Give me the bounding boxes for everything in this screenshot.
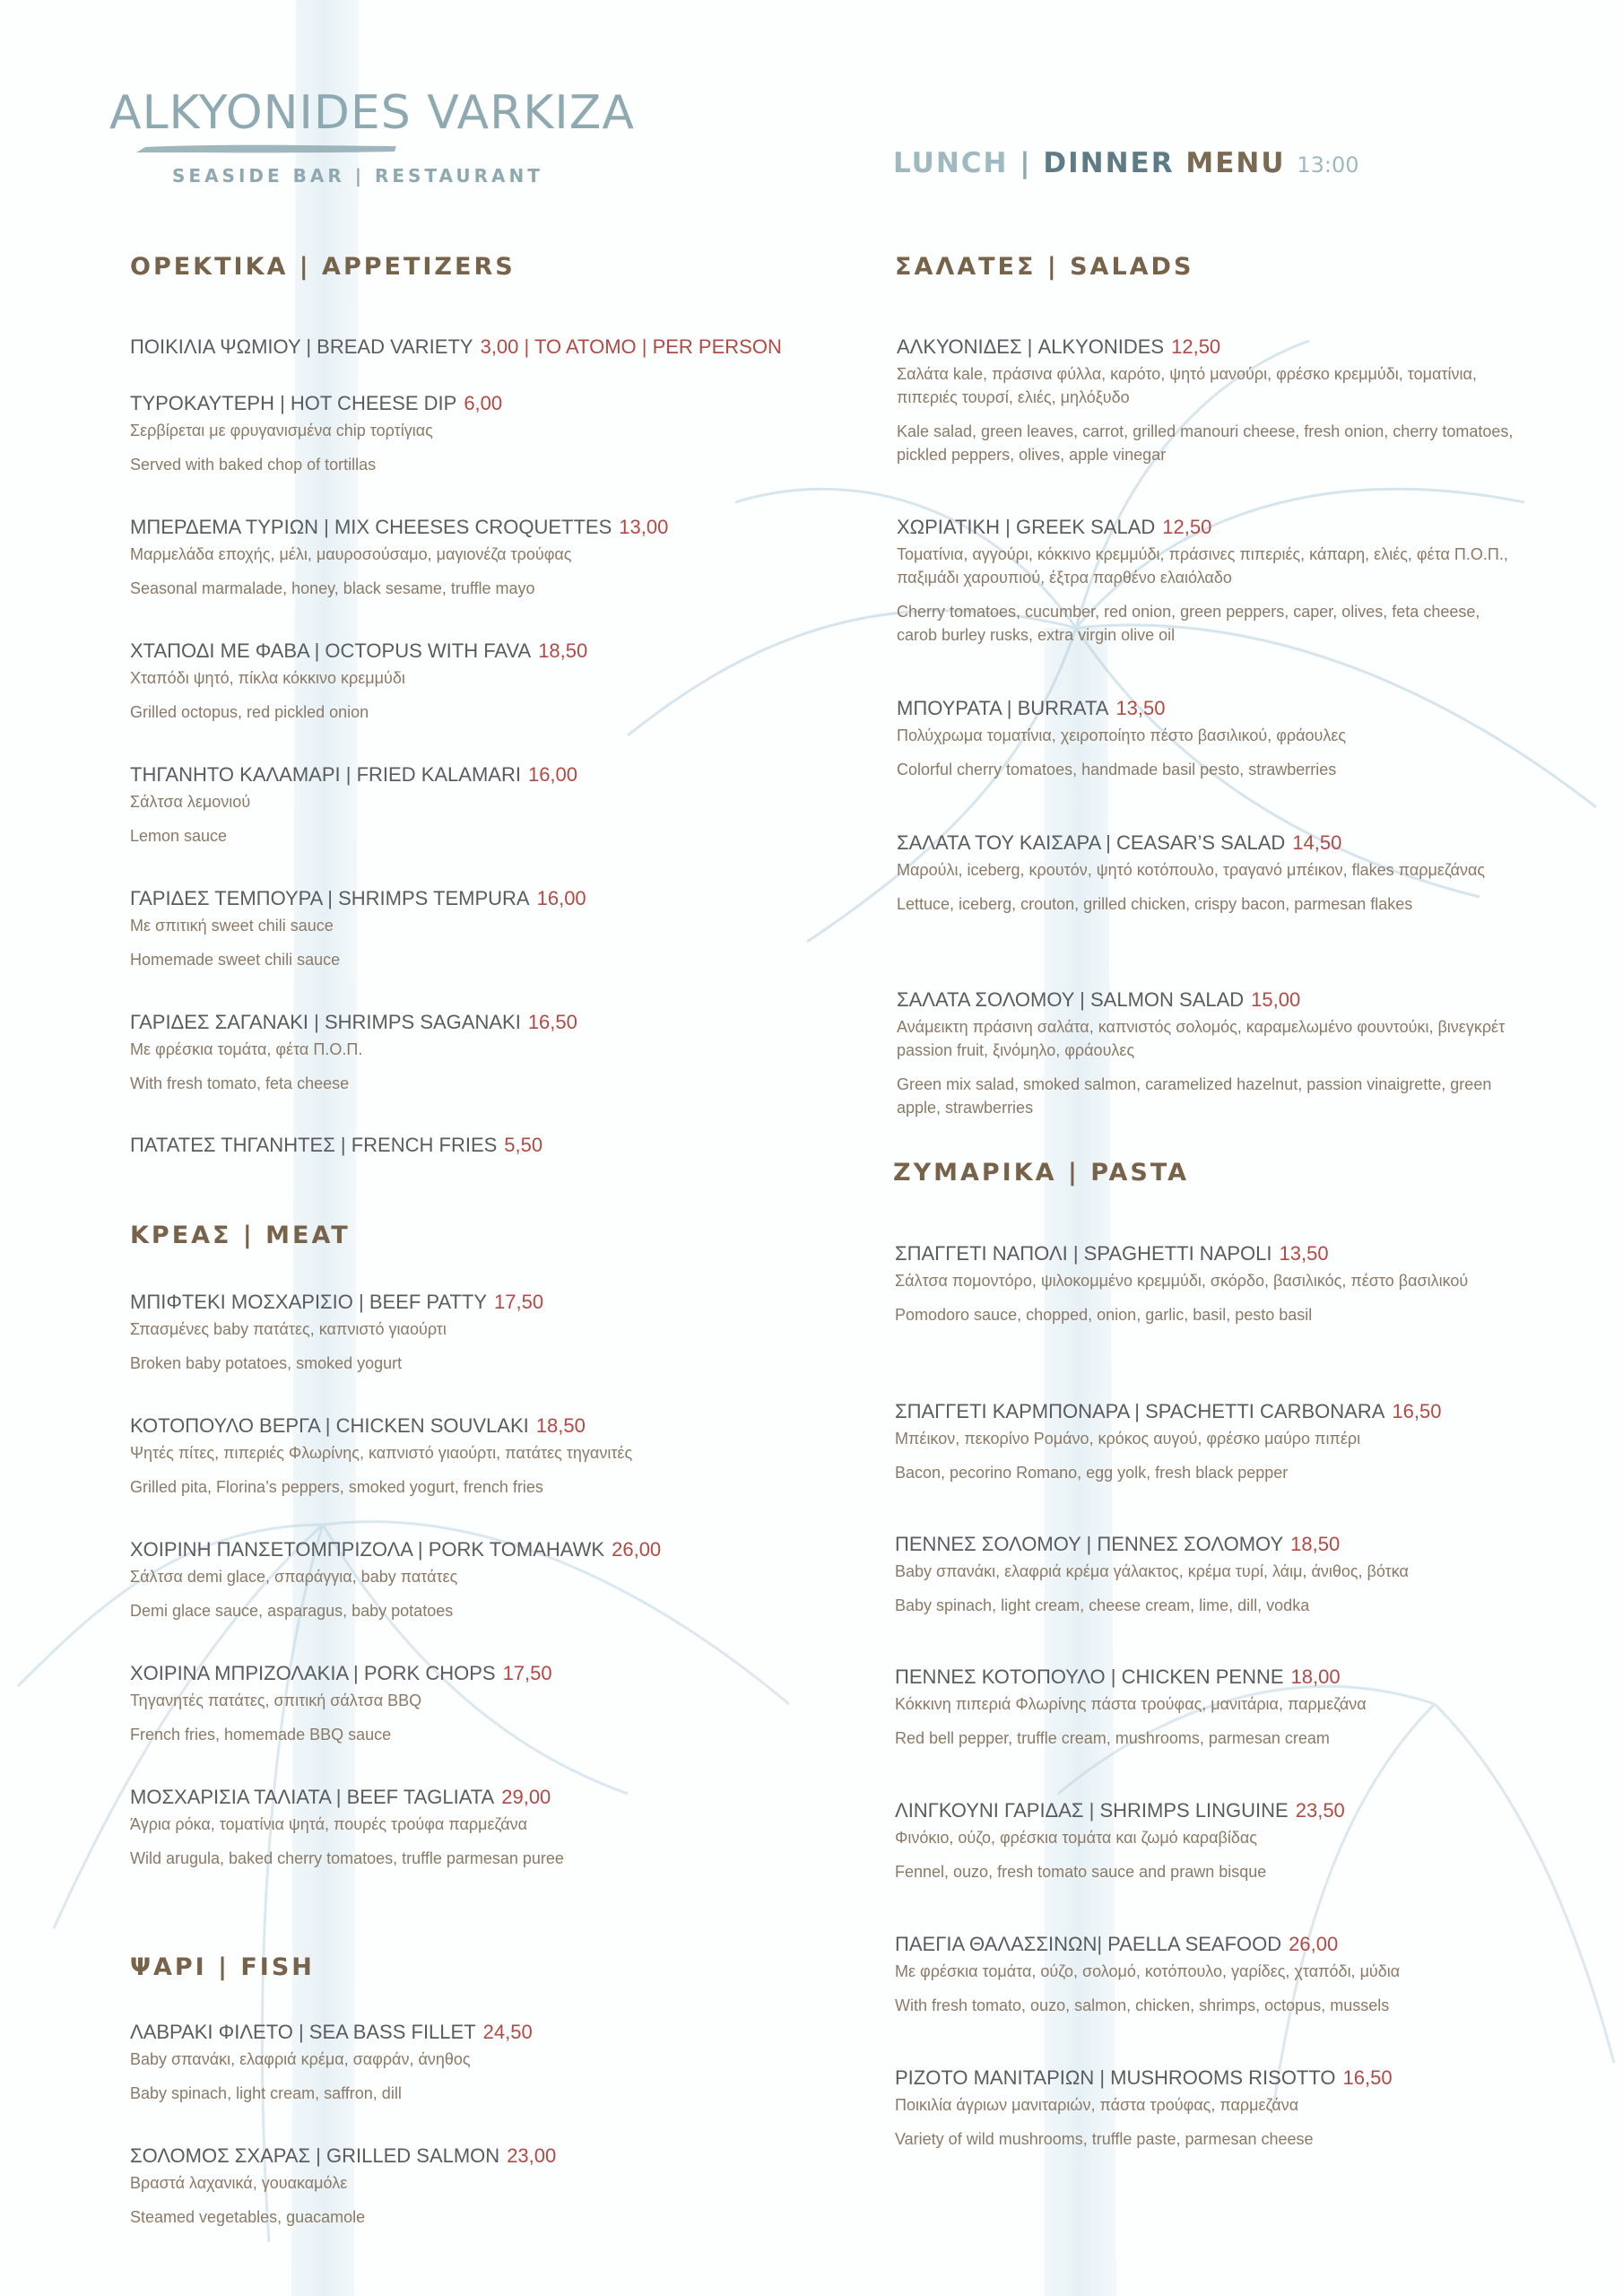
- menu-item: [130, 2143, 1116, 2229]
- menu-item-name: ΣΟΛΟΜΟΣ ΣΧΑΡΑΣ | GRILLED SALMON: [130, 2144, 500, 2167]
- menu-item-price: 23,50: [1295, 1799, 1345, 1822]
- menu-item: [895, 1531, 1514, 1617]
- menu-title-separator: |: [1020, 147, 1032, 179]
- menu-item-description-greek: Άγρια ρόκα, τοματίνια ψητά, πουρές τρούφα παρμεζάνα: [130, 1815, 528, 1833]
- section-heading-salads: ΣΑΛΑΤΕΣ | SALADS: [895, 253, 1194, 281]
- menu-item-price: 6,00: [464, 392, 503, 414]
- menu-item-description-english: Lemon sauce: [130, 827, 228, 845]
- menu-item-description-english: With fresh tomato, feta cheese: [130, 1074, 350, 1092]
- menu-item-name: ΠΑΕΓΙΑ ΘΑΛΑΣΣΙΝΩΝ| PAELLA SEAFOOD: [895, 1933, 1282, 1955]
- menu-item-price: 29,00: [501, 1786, 551, 1808]
- menu-item-description-greek: Τηγανητές πατάτες, σπιτική σάλτσα BBQ: [130, 1692, 422, 1709]
- menu-item-price: 3,00: [480, 335, 519, 358]
- menu-item-description-english: Baby spinach, light cream, saffron, dill: [130, 2084, 402, 2102]
- menu-item-name: ΑΛΚΥΟΝΙΔΕΣ | ALKYONIDES: [897, 335, 1165, 358]
- menu-item-name: ΛΙΝΓΚΟΥΝΙ ΓΑΡΙΔΑΣ | SHRIMPS LINGUINE: [895, 1799, 1289, 1822]
- menu-item-description-english: Seasonal marmalade, honey, black sesame, truffle mayo: [130, 579, 535, 597]
- menu-item-price: 16,00: [527, 763, 578, 786]
- menu-item-description-greek: Μαρμελάδα εποχής, μέλι, μαυροσούσαμο, μαγιονέζα τρούφας: [130, 545, 572, 563]
- menu-item-description-greek: Ψητές πίτες, πιπεριές Φλωρίνης, καπνιστό γιαούρτι, πατάτες τηγανιτές: [130, 1444, 633, 1462]
- menu-item-price: 13,50: [1115, 697, 1166, 719]
- menu-item-name: ΓΑΡΙΔΕΣ ΣΑΓΑΝΑΚΙ | SHRIMPS SAGANAKI: [130, 1011, 521, 1033]
- menu-item-name: ΧΩΡΙΑΤΙΚΗ | GREEK SALAD: [897, 516, 1156, 538]
- menu-item-price: 15,00: [1251, 988, 1301, 1011]
- menu-item-name: ΣΠΑΓΓΕΤΙ ΚΑΡΜΠΟΝΑΡΑ | SPACHETTI CARBONARA: [895, 1400, 1385, 1422]
- menu-item-price: 16,50: [1392, 1400, 1442, 1422]
- menu-item-description-greek: Βραστά λαχανικά, γουακαμόλε: [130, 2174, 348, 2192]
- menu-item-title: [895, 1531, 1514, 1558]
- menu-item-description-english: Served with baked chop of tortillas: [130, 456, 377, 474]
- menu-item-name: ΓΑΡΙΔΕΣ ΤΕΜΠΟΥΡΑ | SHRIMPS TEMPURA: [130, 887, 530, 909]
- menu-item-price: 26,00: [1289, 1933, 1339, 1955]
- menu-item-description-greek: Κόκκινη πιπεριά Φλωρίνης πάστα τρούφας, μανιτάρια, παρμεζάνα: [895, 1695, 1367, 1713]
- menu-item-price: 13,00: [619, 516, 669, 538]
- menu-item-price: 12,50: [1171, 335, 1221, 358]
- menu-item-title: [897, 695, 1515, 722]
- menu-item-name: ΧΤΑΠΟΔΙ ΜΕ ΦΑΒΑ | OCTOPUS WITH FAVA: [130, 639, 532, 662]
- menu-item-description-greek: Μπέικον, πεκορίνο Ρομάνο, κρόκος αυγού, φρέσκο μαύρο πιπέρι: [895, 1430, 1361, 1448]
- menu-item-price: 18,50: [1290, 1533, 1341, 1555]
- menu-item-description-greek: Φινόκιο, ούζο, φρέσκια τομάτα και ζωμό καραβίδας: [895, 1829, 1257, 1847]
- menu-item-description-greek: Σάλτσα demi glace, σπαράγγια, baby πατάτες: [130, 1568, 458, 1586]
- menu-item: [895, 1931, 1514, 2017]
- menu-item-description-english: Colorful cherry tomatoes, handmade basil pesto, strawberries: [897, 761, 1337, 778]
- menu-item-description-english: Steamed vegetables, guacamole: [130, 2208, 366, 2226]
- menu-item-price: 16,00: [536, 887, 586, 909]
- menu-item-price: 18,50: [535, 1414, 586, 1437]
- menu-item-name: ΛΑΒΡΑΚΙ ΦΙΛΕΤΟ | SEA BASS FILLET: [130, 2021, 476, 2043]
- menu-item-description-english: Baby spinach, light cream, cheese cream, lime, dill, vodka: [895, 1596, 1310, 1614]
- menu-item-price: 23,00: [507, 2144, 557, 2167]
- menu-title-dinner: DINNER: [1043, 147, 1175, 179]
- menu-item-title: [895, 1931, 1514, 1958]
- menu-item-name: ΜΠΕΡΔΕΜΑ ΤΥΡΙΩΝ | MIX CHEESES CROQUETTES: [130, 516, 612, 538]
- menu-item-description-greek: Με σπιτική sweet chili sauce: [130, 917, 334, 935]
- menu-item-name: ΠΕΝΝΕΣ ΚΟΤΟΠΟΥΛΟ | CHICKEN PENNE: [895, 1665, 1284, 1688]
- menu-item-name: ΣΠΑΓΓΕΤΙ ΝΑΠΟΛΙ | SPAGHETTI NAPOLI: [895, 1242, 1272, 1265]
- menu-item-price: 26,00: [612, 1538, 662, 1561]
- menu-item-title: [897, 987, 1515, 1013]
- menu-item-description-english: Lettuce, iceberg, crouton, grilled chicken, crispy bacon, parmesan flakes: [897, 895, 1413, 913]
- menu-item-description-english: Kale salad, green leaves, carrot, grilled manouri cheese, fresh onion, cherry tomatoes, pickled peppers, olives, apple vinegar: [897, 422, 1514, 464]
- menu-item-title: [130, 1132, 1116, 1159]
- menu-item-name: ΠΕΝΝΕΣ ΣΟΛΟΜΟΥ | ΠΕΝΝΕΣ ΣΟΛΟΜΟΥ: [895, 1533, 1284, 1555]
- menu-item-title: [895, 1664, 1514, 1691]
- menu-item-description-english: Wild arugula, baked cherry tomatoes, truffle parmesan puree: [130, 1849, 564, 1867]
- brand-subtitle: SEASIDE BAR | RESTAURANT: [172, 165, 543, 187]
- menu-item-title: [895, 1398, 1514, 1425]
- menu-item-description-english: Homemade sweet chili sauce: [130, 951, 341, 969]
- menu-item: [897, 830, 1515, 916]
- menu-item-description-greek: Μαρούλι, iceberg, κρουτόν, ψητό κοτόπουλο, τραγανό μπέικον, flakes παρμεζάνας: [897, 861, 1486, 879]
- menu-item-description-greek: Πολύχρωμα τοματίνια, χειροποίητο πέστο βασιλικού, φράουλες: [897, 726, 1347, 744]
- menu-item-description-greek: Σαλάτα kale, πράσινα φύλλα, καρότο, ψητό μανούρι, φρέσκο κρεμμύδι, τοματίνια, πιπεριές τουρσί, ελιές, μηλόξυδο: [897, 365, 1477, 406]
- menu-item-description-english: Fennel, ouzo, fresh tomato sauce and prawn bisque: [895, 1863, 1267, 1881]
- menu-item-description-greek: Σπασμένες baby πατάτες, καπνιστό γιαούρτι: [130, 1320, 447, 1338]
- menu-item-name: ΤΥΡΟΚΑΥΤΕΡΗ | HOT CHEESE DIP: [130, 392, 457, 414]
- menu-item-name: ΚΟΤΟΠΟΥΛΟ ΒΕΡΓΑ | CHICKEN SOUVLAKI: [130, 1414, 529, 1437]
- menu-item-description-english: Cherry tomatoes, cucumber, red onion, green peppers, caper, olives, feta cheese, carob burley rusks, extra virgin olive oil: [897, 603, 1480, 644]
- menu-item-description-greek: Baby σπανάκι, ελαφριά κρέμα, σαφράν, άνηθος: [130, 2050, 471, 2068]
- menu-item-description-english: Bacon, pecorino Romano, egg yolk, fresh black pepper: [895, 1464, 1289, 1482]
- menu-item-name: ΠΑΤΑΤΕΣ ΤΗΓΑΝΗΤΕΣ | FRENCH FRIES: [130, 1134, 498, 1156]
- menu-item-description-greek: Με φρέσκια τομάτα, ούζο, σολομό, κοτόπουλο, γαρίδες, χταπόδι, μύδια: [895, 1962, 1401, 1980]
- menu-item-description-greek: Τοματίνια, αγγούρι, κόκκινο κρεμμύδι, πράσινες πιπεριές, κάπαρη, ελιές, φέτα Π.Ο.Π., παξιμάδι χαρουπιού, έξτρα παρθένο ελαιόλαδο: [897, 545, 1508, 587]
- menu-item-price-note: | TO ATOMO | PER PERSON: [524, 335, 782, 358]
- menu-title-menu: MENU: [1185, 147, 1286, 179]
- menu-item-title: [895, 1797, 1514, 1824]
- menu-item: [130, 1132, 1116, 1159]
- menu-item-name: ΠΟΙΚΙΛΙΑ ΨΩΜΙΟΥ | BREAD VARIETY: [130, 335, 473, 358]
- menu-item: [895, 1797, 1514, 1883]
- menu-item-description-english: Grilled pita, Florina’s peppers, smoked yogurt, french fries: [130, 1478, 543, 1496]
- menu-item-description-greek: Με φρέσκια τομάτα, φέτα Π.Ο.Π.: [130, 1040, 363, 1058]
- menu-item-price: 16,50: [527, 1011, 577, 1033]
- menu-item-description-english: Green mix salad, smoked salmon, caramelized hazelnut, passion vinaigrette, green apple, strawberries: [897, 1075, 1492, 1117]
- menu-item-description-english: With fresh tomato, ouzo, salmon, chicken, shrimps, octopus, mussels: [895, 1996, 1390, 2014]
- menu-item-title: [897, 334, 1515, 361]
- menu-item-description-greek: Σάλτσα λεμονιού: [130, 793, 251, 811]
- menu-item-name: ΣΑΛΑΤΑ ΣΟΛΟΜΟΥ | SALMON SALAD: [897, 988, 1245, 1011]
- menu-item-name: ΜΟΣΧΑΡΙΣΙΑ ΤΑΛΙΑΤΑ | BEEF TAGLIATA: [130, 1786, 495, 1808]
- menu-item-description-greek: Σερβίρεται με φρυγανισμένα chip τορτίγιας: [130, 422, 433, 439]
- brush-stroke-graphic: [109, 142, 414, 156]
- menu-title-lunch: LUNCH: [893, 147, 1009, 179]
- menu-item-price: 24,50: [482, 2021, 533, 2043]
- menu-item: [897, 987, 1515, 1119]
- section-heading-meat: ΚΡΕΑΣ | MEAT: [130, 1222, 351, 1249]
- menu-item-description-english: Grilled octopus, red pickled onion: [130, 703, 369, 721]
- menu-item-price: 18,00: [1290, 1665, 1341, 1688]
- menu-item-description-english: Red bell pepper, truffle cream, mushrooms, parmesan cream: [895, 1729, 1330, 1747]
- menu-title-time: 13:00: [1297, 152, 1359, 178]
- menu-item-price: 13,50: [1279, 1242, 1329, 1265]
- menu-item-description-greek: Ποικιλία άγριων μανιταριών, πάστα τρούφας, παρμεζάνα: [895, 2096, 1299, 2114]
- menu-item-name: ΡΙΖΟΤΟ ΜΑΝΙΤΑΡΙΩΝ | MUSHROOMS RISOTTO: [895, 2066, 1336, 2089]
- menu-item-description-english: Demi glace sauce, asparagus, baby potatoes: [130, 1602, 454, 1620]
- brand-name: ALKYONIDES VARKIZA: [109, 86, 635, 140]
- menu-item-name: ΣΑΛΑΤΑ ΤΟΥ ΚΑΙΣΑΡΑ | CEASAR’S SALAD: [897, 831, 1286, 854]
- menu-item-name: ΧΟΙΡΙΝΑ ΜΠΡΙΖΟΛΑΚΙΑ | PORK CHOPS: [130, 1662, 496, 1684]
- menu-item-price: 16,50: [1342, 2066, 1393, 2089]
- menu-item-description-greek: Baby σπανάκι, ελαφριά κρέμα γάλακτος, κρέμα τυρί, λάιμ, άνιθος, βότκα: [895, 1562, 1409, 1580]
- restaurant-logo: [109, 86, 635, 187]
- menu-item-description-english: Pomodoro sauce, chopped, onion, garlic, basil, pesto basil: [895, 1306, 1313, 1324]
- menu-item: [897, 695, 1515, 781]
- menu-item: [895, 2065, 1514, 2151]
- menu-item-title: [895, 1240, 1514, 1267]
- menu-item-price: 5,50: [504, 1134, 543, 1156]
- section-heading-pasta: ΖΥΜΑΡΙΚΑ | PASTA: [893, 1159, 1190, 1187]
- section-heading-fish: ΨΑΡΙ | FISH: [130, 1953, 315, 1981]
- menu-item: [897, 514, 1515, 647]
- menu-item-title: [897, 514, 1515, 541]
- menu-item-description-greek: Ανάμεικτη πράσινη σαλάτα, καπνιστός σολομός, καραμελωμένο φουντούκι, βινεγκρέτ passion fruit, ξινόμηλο, φράουλες: [897, 1018, 1506, 1059]
- menu-item-name: ΧΟΙΡΙΝΗ ΠΑΝΣΕΤΟΜΠΡΙΖΟΛΑ | PORK TOMAHAWK: [130, 1538, 605, 1561]
- menu-item-price: 14,50: [1292, 831, 1342, 854]
- menu-item-description-english: Broken baby potatoes, smoked yogurt: [130, 1354, 403, 1372]
- menu-item: [897, 334, 1515, 466]
- menu-item-description-greek: Σάλτσα πομοντόρο, ψιλοκομμένο κρεμμύδι, σκόρδο, βασιλικός, πέστο βασιλικού: [895, 1272, 1469, 1290]
- menu-item-title: [130, 2019, 1116, 2046]
- menu-title: [893, 147, 1359, 179]
- menu-item-description-english: Variety of wild mushrooms, truffle paste, parmesan cheese: [895, 2130, 1314, 2148]
- section-heading-appetizers: ΟΡΕΚΤΙΚΑ | APPETIZERS: [130, 253, 516, 281]
- menu-item-name: ΤΗΓΑΝΗΤΟ ΚΑΛΑΜΑΡΙ | FRIED KALAMARI: [130, 763, 521, 786]
- menu-item-price: 12,50: [1162, 516, 1212, 538]
- menu-item-price: 17,50: [494, 1291, 544, 1313]
- menu-item: [895, 1664, 1514, 1750]
- menu-item-title: [895, 2065, 1514, 2092]
- menu-item-description-english: French fries, homemade BBQ sauce: [130, 1726, 392, 1744]
- menu-item-name: ΜΠΙΦΤΕΚΙ ΜΟΣΧΑΡΙΣΙΟ | BEEF PATTY: [130, 1291, 488, 1313]
- menu-item-price: 18,50: [538, 639, 588, 662]
- menu-item-price: 17,50: [502, 1662, 552, 1684]
- menu-item-name: ΜΠΟΥΡΑΤΑ | BURRATA: [897, 697, 1109, 719]
- menu-item-description-greek: Χταπόδι ψητό, πίκλα κόκκινο κρεμμύδι: [130, 669, 405, 687]
- menu-item-title: [897, 830, 1515, 857]
- menu-item: [895, 1398, 1514, 1484]
- menu-item: [895, 1240, 1514, 1326]
